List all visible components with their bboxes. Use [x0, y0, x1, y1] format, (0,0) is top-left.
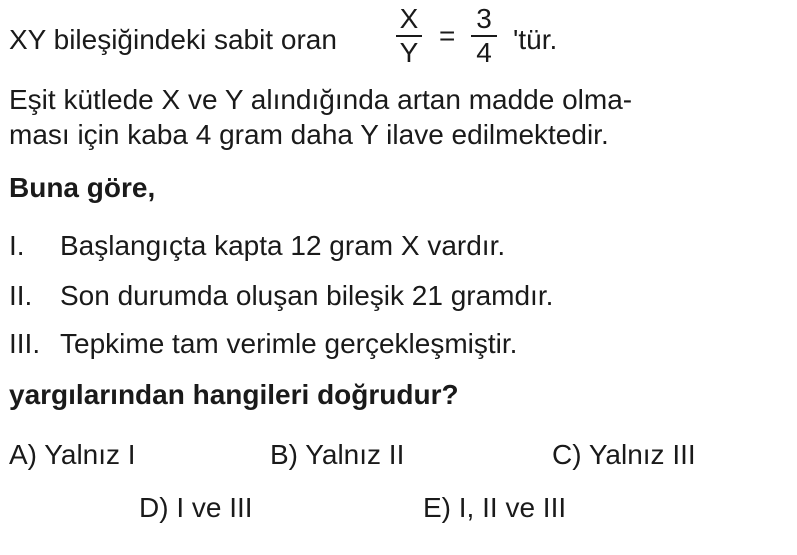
equals-sign: = [439, 20, 456, 51]
fraction-denominator: 4 [476, 37, 492, 68]
stem-line-3: ması için kaba 4 gram daha Y ilave edilmektedir. [9, 119, 609, 150]
ratio-expression [393, 5, 503, 67]
choice-e[interactable]: E) I, II ve III [423, 492, 567, 523]
statement-numeral: III. [9, 328, 41, 359]
choice-c[interactable]: C) Yalnız III [552, 439, 696, 470]
fraction-numerator: 3 [476, 3, 492, 34]
question-prompt: yargılarından hangileri doğrudur? [9, 379, 459, 410]
fraction-denominator: Y [399, 37, 419, 68]
statement-numeral: II. [9, 280, 33, 311]
stem-lead: Buna göre, [9, 172, 156, 203]
statement-text: Tepkime tam verimle gerçekleşmiştir. [60, 328, 518, 359]
stem-line-1-end: 'tür. [513, 24, 558, 55]
statement-text: Başlangıçta kapta 12 gram X vardır. [60, 230, 506, 261]
stem-line-1-start: XY bileşiğindeki sabit oran [9, 24, 337, 55]
statement-text: Son durumda oluşan bileşik 21 gramdır. [60, 280, 554, 311]
choice-b[interactable]: B) Yalnız II [270, 439, 405, 470]
fraction-numerator: X [399, 3, 419, 34]
choice-d[interactable]: D) I ve III [139, 492, 253, 523]
stem-line-2: Eşit kütlede X ve Y alındığında artan madde olma- [9, 84, 633, 115]
statement-numeral: I. [9, 230, 25, 261]
choice-a[interactable]: A) Yalnız I [9, 439, 136, 470]
